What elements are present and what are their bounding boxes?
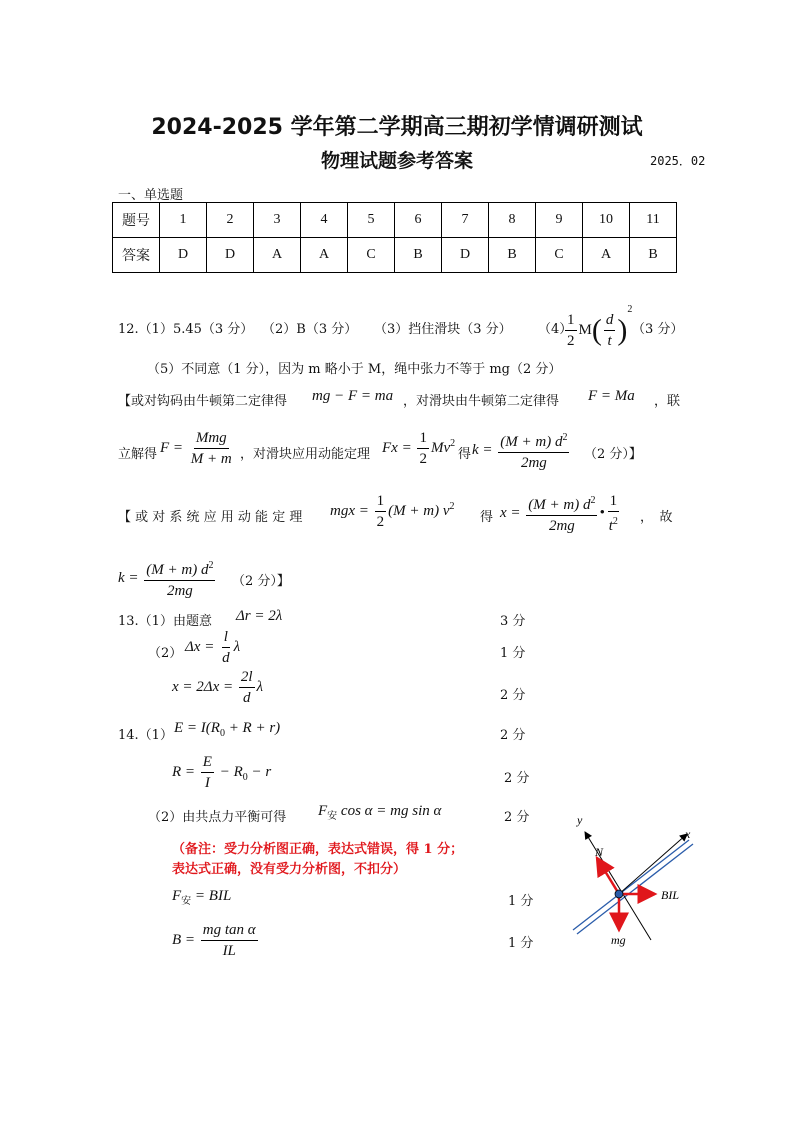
q14-score-4: 1 分 [508, 894, 534, 909]
q14-score-2: 2 分 [504, 771, 530, 786]
q13-part2: （2） [148, 646, 183, 661]
y-axis-label: y [577, 813, 583, 827]
q14-formula-1: $E = I(R_0 + R + r)$ [174, 720, 281, 739]
q12-alt1-d: 立解得 [118, 447, 158, 462]
row-label: 答案 [113, 238, 160, 273]
table-cell: D [160, 238, 207, 273]
q12-formula-newton1: mg − F = ma [312, 388, 394, 404]
q12-alt2-a: 【 或 对 系 统 应 用 动 能 定 理 [118, 510, 303, 525]
section-heading: 一、单选题 [118, 188, 184, 203]
q12-part2: （2）B（3 分） [262, 322, 358, 337]
table-cell: D [207, 238, 254, 273]
table-cell: 1 [160, 203, 207, 238]
rod-cross-section [615, 890, 623, 898]
answer-table [112, 202, 677, 273]
table-cell: D [442, 238, 489, 273]
q12-formula-x: x = $\frac{(M + m) d^2}{2mg}$ • $\frac{1}{t^2}$ [500, 493, 618, 534]
q14-formula-5: B = $\frac{\text{mg tan α}}{IL}$ [172, 922, 256, 959]
table-cell: 10 [583, 203, 630, 238]
q12-formula-k2: k = $\frac{(M + m) d^2}{2mg}$ [118, 556, 217, 601]
gravity-label: mg [611, 933, 626, 947]
table-cell: 2 [207, 203, 254, 238]
table-cell: 11 [630, 203, 677, 238]
q12-formula-newton2: F = Ma [588, 388, 635, 404]
q12-part3: （3）挡住滑块（3 分） [374, 322, 512, 337]
table-cell: 5 [348, 203, 395, 238]
rail-line [573, 840, 689, 930]
q12-alt2-d: （2 分）】 [232, 574, 290, 589]
q12-part4-score: （3 分） [632, 322, 684, 337]
x-axis [619, 834, 687, 894]
q14-score-5: 1 分 [508, 936, 534, 951]
q13-part1: 13.（1）由题意 [118, 614, 212, 629]
table-cell: 9 [536, 203, 583, 238]
q12-formula-energy: Fx = $\frac{1}{2}$ Mv$^2$ [382, 430, 456, 467]
q12-part4: （4） [538, 322, 573, 337]
table-cell: 7 [442, 203, 489, 238]
q14-formula-3: $F_安$ cos α = mg sin α [318, 803, 442, 822]
q12-part1: 12.（1）5.45（3 分） [118, 322, 254, 337]
table-cell: B [630, 238, 677, 273]
table-cell: 6 [395, 203, 442, 238]
page-subtitle: 物理试题参考答案 [320, 150, 473, 172]
q12-formula-system: mgx = $\frac{1}{2}$ (M + m) $v^2$ [330, 493, 455, 530]
q12-alt2-b: 得 [480, 510, 494, 525]
x-axis-label: x [685, 827, 691, 841]
q12-formula-F: F = $\frac{\text{Mmg}}{M + m}$ [160, 430, 232, 467]
q14-note-line1: （备注：受力分析图正确，表达式错误，得 1 分； [172, 842, 464, 857]
q14-part1: 14.（1） [118, 728, 173, 743]
q14-note-line2: 表达式正确，没有受力分析图，不扣分） [172, 862, 407, 877]
table-cell: B [395, 238, 442, 273]
q13-formula-3: x = 2Δx = $\frac{2l}{d}$ λ [172, 669, 264, 706]
normal-force-arrow [597, 858, 619, 894]
page-title: 2024-2025 学年第二学期高三期初学情调研测试 [151, 115, 643, 140]
q14-score-3: 2 分 [504, 810, 530, 825]
q13-score-2: 1 分 [500, 646, 526, 661]
table-row [113, 203, 677, 238]
date-label: 2025．02 [650, 154, 706, 168]
q14-part2: （2）由共点力平衡可得 [148, 810, 287, 825]
q14-formula-4: $F_安$ = BIL [172, 888, 232, 907]
table-cell: 8 [489, 203, 536, 238]
normal-force-label: N [595, 845, 604, 859]
q13-formula-1: Δr = 2λ [236, 608, 283, 624]
q12-formula-4: $\frac{1}{2}$ M( $\frac{d}{t}$ )$^2$ [567, 304, 633, 350]
q12-formula-k: k = $\frac{(M + m) d^2}{2mg}$ [472, 428, 571, 473]
q14-formula-2: R = $\frac{E}{I}$ − $R_0 - r$ [172, 754, 272, 791]
q13-score-3: 2 分 [500, 688, 526, 703]
q13-formula-2: Δx = $\frac{l}{d}$ λ [185, 629, 241, 666]
q12-part5: （5）不同意（1 分），因为 m 略小于 M，绳中张力不等于 mg（2 分） [147, 362, 562, 377]
table-cell: A [583, 238, 630, 273]
table-cell: C [536, 238, 583, 273]
table-cell: A [254, 238, 301, 273]
table-cell: B [489, 238, 536, 273]
table-cell: 3 [254, 203, 301, 238]
table-cell: 4 [301, 203, 348, 238]
table-row [113, 238, 677, 273]
force-diagram [555, 810, 705, 960]
q12-alt2-c: ， 故 [640, 510, 673, 525]
q13-score-1: 3 分 [500, 614, 526, 629]
table-cell: C [348, 238, 395, 273]
q12-alt1-c: ，联 [654, 394, 681, 409]
table-cell: A [301, 238, 348, 273]
ampere-force-label: BIL [661, 888, 679, 902]
q14-score-1: 2 分 [500, 728, 526, 743]
q12-alt1-g: （2 分）】 [584, 447, 642, 462]
q12-alt1-e: ，对滑块应用动能定理 [240, 447, 371, 462]
row-label: 题号 [113, 203, 160, 238]
q12-alt1-b: ，对滑块由牛顿第二定律得 [403, 394, 560, 409]
q12-alt1-a: 【或对钩码由牛顿第二定律得 [118, 394, 288, 409]
q12-alt1-f: 得 [458, 447, 472, 462]
